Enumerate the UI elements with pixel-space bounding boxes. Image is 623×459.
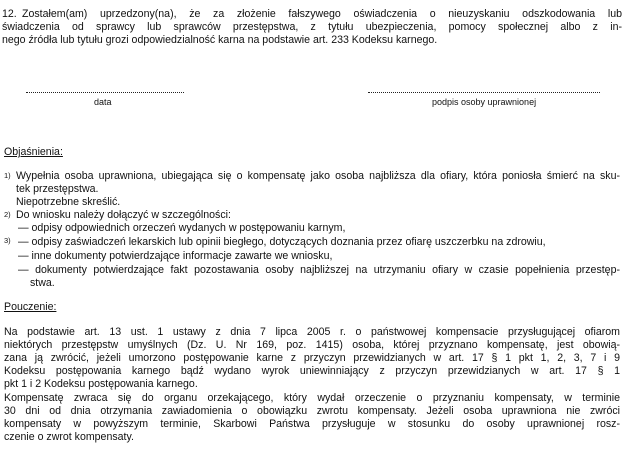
statement-line-2: świadczenia od sprawcy lub sprawców przestępstwa, z tytułu ubezpieczenia, pomocy społecznej albo z in- bbox=[2, 21, 622, 33]
footnote-2-text: Niepotrzebne skreślić. bbox=[16, 196, 121, 208]
instruction-paragraph-1-line: Kodeksu postępowania karnego bądź wydano wyrok uniewinniający z przyczyn przewidzianych w art. 17 § 1 bbox=[4, 365, 620, 377]
signature-label: podpis osoby uprawnionej bbox=[432, 97, 537, 107]
signature-field[interactable] bbox=[368, 92, 600, 93]
attachment-item-continuation: stwa. bbox=[30, 277, 55, 289]
footnote-2-marker: 2) bbox=[4, 210, 11, 219]
date-label: data bbox=[94, 97, 112, 107]
instruction-paragraph-1-line: Na podstawie art. 13 ust. 1 ustawy z dnia 7 lipca 2005 r. o państwowej kompensacie przysługującej ofiarom bbox=[4, 326, 620, 338]
instruction-paragraph-1-line: zana ją zwrócić, jeżeli umorzono postępowanie karne z przyczyn przewidzianych w art. 17 § 1 pkt 1, 2, 3, 7 i 9 bbox=[4, 352, 620, 364]
instruction-paragraph-2-line: czenie o zwrot kompensaty. bbox=[4, 431, 134, 443]
explanations-heading: Objaśnienia: bbox=[4, 146, 63, 158]
instruction-paragraph-2-line: 30 dni od dnia otrzymania zawiadomienia o obowiązku zwrotu kompensaty. Jeżeli osoba uprawniona nie zwróci bbox=[4, 405, 620, 417]
statement-number: 12. bbox=[2, 8, 17, 20]
attachment-item: — odpisy zaświadczeń lekarskich lub opinii biegłego, dotyczących doznania przez ofiarę uszczerbku na zdrowiu, bbox=[18, 236, 546, 248]
instruction-paragraph-2-line: kompensaty w powyższym terminie, Skarbowi Państwa przysługuje w stosunku do osoby uprawnionej rosz- bbox=[4, 418, 620, 430]
statement-line-3: nego źródła lub tytułu grozi odpowiedzialność karna na podstawie art. 233 Kodeksu karnego. bbox=[2, 34, 438, 46]
footnote-1-line-1: Wypełnia osoba uprawniona, ubiegająca się o kompensatę jako osoba najbliższa dla ofiary, która poniosła śmierć na sku- bbox=[16, 170, 620, 182]
footnote-1-line-2: tek przestępstwa. bbox=[16, 183, 99, 195]
instruction-heading: Pouczenie: bbox=[4, 301, 57, 313]
date-field[interactable] bbox=[26, 92, 184, 93]
attachment-item: — odpisy odpowiednich orzeczeń wydanych w postępowaniu karnym, bbox=[18, 222, 346, 234]
footnote-3-text: Do wniosku należy dołączyć w szczególności: bbox=[16, 209, 231, 221]
footnote-3-marker: 3) bbox=[4, 236, 11, 245]
instruction-paragraph-1-line: niektórych przestępstw umyślnych (Dz. U. Nr 169, poz. 1415) osoba, której przyznano kompensatę, jest obowią- bbox=[4, 339, 620, 351]
instruction-paragraph-2-line: Kompensatę zwraca się do organu orzekającego, który wydał orzeczenie o przyznaniu kompensaty, w terminie bbox=[4, 392, 620, 404]
instruction-paragraph-1-line: pkt 1 i 2 Kodeksu postępowania karnego. bbox=[4, 378, 198, 390]
attachment-item: — dokumenty potwierdzające fakt pozostawania osoby najbliższej na utrzymaniu ofiary w czasie popełnienia przestęp- bbox=[18, 264, 620, 276]
statement-line-1: Zostałem(am) uprzedzony(na), że za złożenie fałszywego oświadczenia o nieuzyskaniu odszkodowania lub bbox=[22, 8, 622, 20]
footnote-1-marker: 1) bbox=[4, 171, 11, 180]
attachment-item: — inne dokumenty potwierdzające informacje zawarte we wniosku, bbox=[18, 250, 333, 262]
